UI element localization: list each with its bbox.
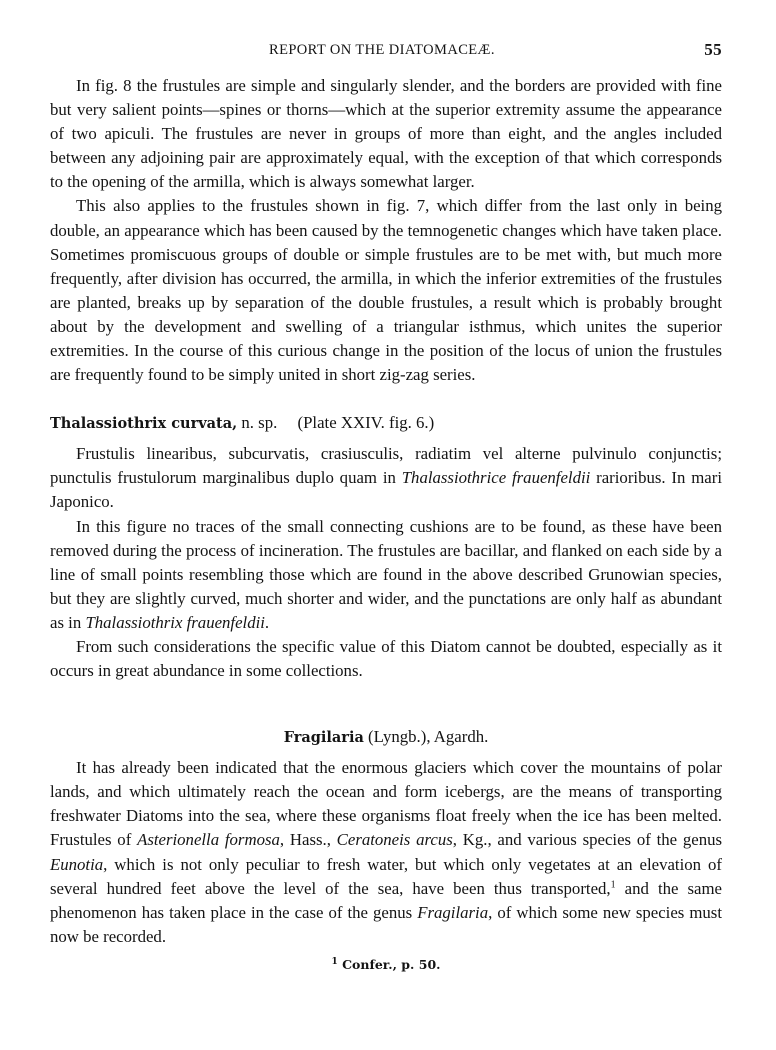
paragraph-text: , Hass., bbox=[279, 830, 337, 850]
footnote bbox=[50, 955, 722, 975]
plate-reference: (Plate XXIV. fig. 6.) bbox=[297, 413, 435, 433]
running-head bbox=[50, 40, 722, 64]
genus-name: Fragilaria bbox=[283, 729, 364, 747]
document-page bbox=[50, 40, 722, 975]
paragraph-text: It has already been indicated that the enormous glaciers which cover the mountains of polar lands, and which ultimately reach the ocean and form icebergs, are the means of transporting freshwater Diatoms into the sea, where these organisms float freely when the ice has been melted. Frustules of bbox=[50, 758, 722, 850]
italic-species-name: Thalassiothrix frauenfeldii bbox=[85, 612, 265, 632]
paragraph bbox=[50, 756, 722, 949]
footnote-marker: 1 bbox=[610, 879, 616, 891]
section-heading bbox=[50, 725, 722, 750]
genus-authority: (Lyngb.), Agardh. bbox=[363, 727, 489, 747]
footnote-text: Confer., p. 50. bbox=[337, 956, 441, 972]
paragraph-text: and the same phenomenon has taken place in the case of the genus bbox=[50, 878, 722, 922]
paragraph: From such considerations the specific value of this Diatom cannot be doubted, especially as it occurs in great abundance in some collections. bbox=[50, 636, 722, 681]
latin-description bbox=[50, 442, 722, 514]
paragraph: This also applies to the frustules shown in fig. 7, which differ from the last only in being double, an appearance which has been caused by the temnogenetic changes which have taken place. Sometimes promiscuous groups of double or simple frustules are to be met with, but much more frequently, after division has occurred, the armilla, in which the inferior extremities of the frustules are planted, breaks up by separation of the double frustules, a result which is probably brought about by the development and swelling of a triangular isthmus, which unites the superior extremities. In the course of this curious change in the position of the locus of union the frustules are frequently found to be simply united in short zig-zag series. bbox=[50, 196, 722, 385]
italic-species-name: Asterionella formosa bbox=[137, 830, 280, 850]
species-name: Thalassiothrix curvata, bbox=[50, 415, 238, 433]
page-number: 55 bbox=[704, 40, 722, 59]
italic-genus-name: Fragilaria bbox=[417, 902, 489, 922]
italic-genus-name: Eunotia bbox=[50, 854, 104, 874]
paragraph bbox=[50, 515, 722, 635]
footnote-number: 1 bbox=[331, 956, 338, 967]
italic-species-name: Ceratoneis arcus bbox=[336, 830, 453, 850]
paragraph-text: , of which some new species must now be recorded. bbox=[50, 902, 722, 946]
paragraph-text: . bbox=[264, 612, 270, 632]
paragraph: In fig. 8 the frustules are simple and singularly slender, and the borders are provided with fine but very salient points—spines or thorns—which at the superior extremity assume the appearance of two apiculi. The frustules are never in groups of more than eight, and the angles included between any adjoining pair are approximately equal, with the exception of that which corresponds to the opening of the armilla, which is always somewhat larger. bbox=[50, 76, 722, 192]
latin-text: rarioribus. In mari Japonico. bbox=[50, 468, 722, 512]
intro-text bbox=[50, 74, 722, 387]
latin-italic-name: Thalassiothrice frauenfeldii bbox=[401, 468, 591, 488]
species-heading bbox=[50, 411, 722, 436]
paragraph-text: , which is not only peculiar to fresh water, but which only vegetates at an elevation of several hundred feet above the level of the sea, have been thus transported, bbox=[50, 854, 722, 898]
species-suffix: n. sp. bbox=[237, 413, 278, 433]
running-head-title: REPORT ON THE DIATOMACEÆ. bbox=[269, 42, 495, 58]
paragraph-text: , Kg., and various species of the genus bbox=[452, 830, 723, 850]
paragraph-text: In this figure no traces of the small connecting cushions are to be found, as these have been removed during the process of incineration. The frustules are bacillar, and flanked on each side by a line of small points resembling those which are found in the above described Grunowian species, but they are slightly curved, much shorter and wider, and the punctations are only half as abundant as in bbox=[50, 516, 722, 632]
latin-text: Frustulis linearibus, subcurvatis, crasiusculis, radiatim vel alterne pulvinulo conjunctis; punctulis frustulorum marginalibus duplo quam in bbox=[50, 444, 722, 488]
